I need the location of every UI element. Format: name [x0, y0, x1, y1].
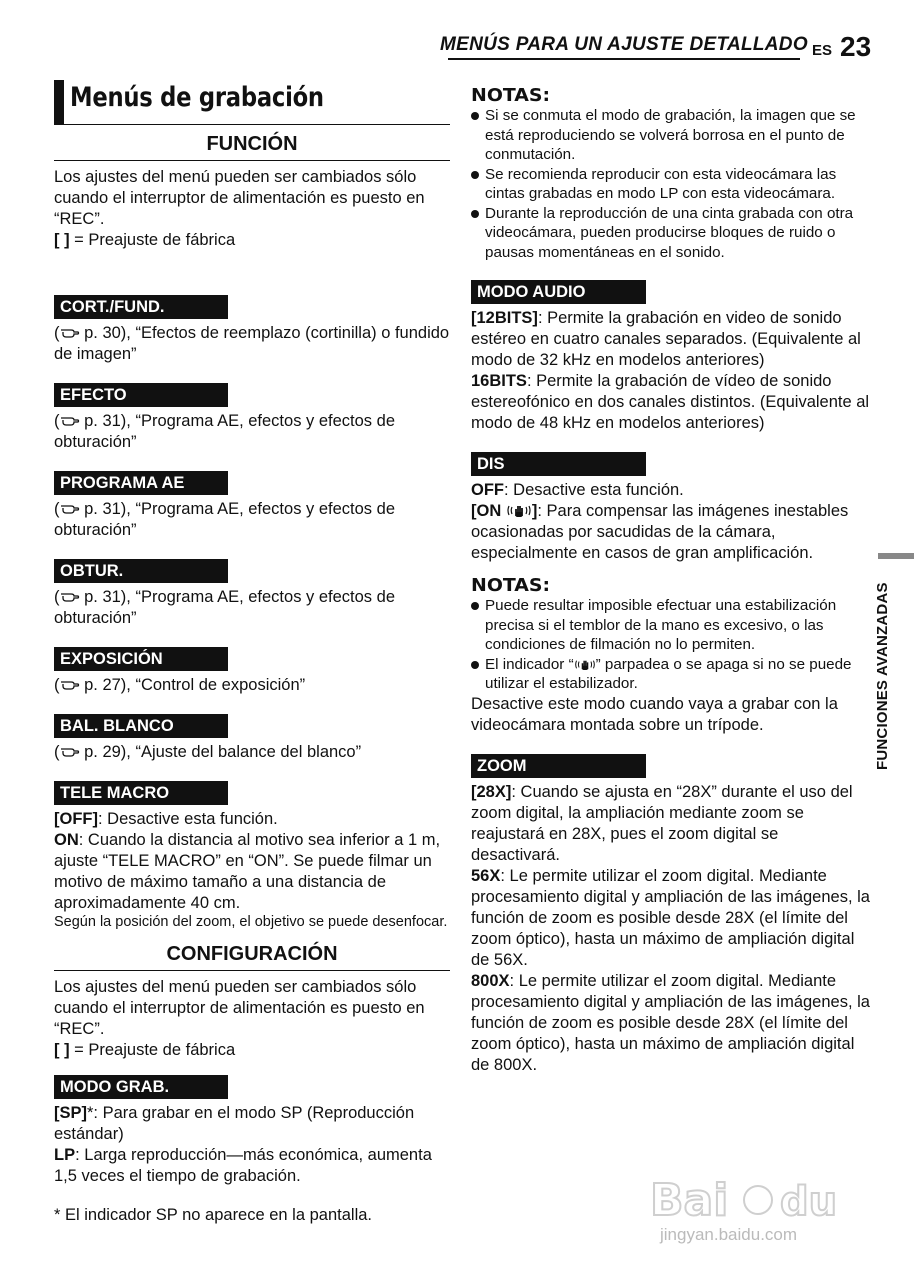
item-label: OBTUR. — [54, 559, 228, 583]
notas-heading: NOTAS: — [471, 85, 551, 106]
zoom-28x: [28X]: Cuando se ajusta en “28X” durante el uso del zoom digital, la ampliación mediante zoom se reajustará en 28X, pues el zoom digital se desactivará. — [471, 782, 853, 864]
page-number: 23 — [840, 31, 872, 62]
watermark-url: jingyan.baidu.com — [660, 1225, 798, 1244]
tele-macro-label: TELE MACRO — [54, 781, 228, 805]
pointing-hand-icon — [60, 745, 80, 758]
item-label: BAL. BLANCO — [54, 714, 228, 738]
side-tab-label: FUNCIONES AVANZADAS — [874, 582, 891, 770]
side-tab-marker — [878, 553, 914, 559]
svg-text:Bai: Bai — [650, 1175, 729, 1226]
funcion-item — [54, 273, 450, 365]
header-rule — [448, 58, 800, 60]
config-heading: CONFIGURACIÓN — [54, 935, 450, 971]
note-bullet: Se recomienda reproducir con esta videocámara las cintas grabadas en modo LP con esta videocámara. — [471, 165, 871, 204]
funcion-item — [54, 365, 450, 453]
preset-bracket: [ ] — [54, 231, 70, 249]
funcion-item — [54, 541, 450, 629]
item-label: EXPOSICIÓN — [54, 647, 228, 671]
config-intro: Los ajustes del menú pueden ser cambiados sólo cuando el interruptor de alimentación es puesto en “REC”. — [54, 978, 425, 1038]
running-header-title: MENÚS PARA UN AJUSTE DETALLADO — [440, 34, 808, 55]
item-ref: ( p. 30), “Efectos de reemplazo (cortinilla) o fundido de imagen” — [54, 324, 450, 363]
stabilizer-hand-icon — [574, 658, 596, 671]
pointing-hand-icon — [60, 414, 80, 427]
footnote: * El indicador SP no aparece en la pantalla. — [54, 1206, 372, 1224]
watermark-logo — [640, 1160, 880, 1260]
dis-label: DIS — [471, 452, 646, 476]
section-title — [54, 80, 450, 125]
pointing-hand-icon — [60, 326, 80, 339]
page-title: Menús de grabación — [70, 82, 324, 113]
zoom-label: ZOOM — [471, 754, 646, 778]
note-bullet: Si se conmuta el modo de grabación, la imagen que se está reproduciendo se volverá borrosa en el punto de conmutación. — [471, 106, 871, 165]
zoom-800x: 800X: Le permite utilizar el zoom digital. Mediante procesamiento digital y ampliación de las imágenes, la función de zoom es posible desde 28X (el límite del zoom óptico), hasta un máximo de ampliación digital de 800X. — [471, 971, 870, 1074]
pointing-hand-icon — [60, 678, 80, 691]
preset-text: = Preajuste de fábrica — [69, 231, 236, 249]
funcion-item — [54, 453, 450, 541]
tele-macro-note: Según la posición del zoom, el objetivo se puede desenfocar. — [54, 914, 448, 930]
right-column — [471, 86, 871, 1076]
item-ref: ( p. 31), “Programa AE, efectos y efectos de obturación” — [54, 500, 395, 539]
tele-macro-on: ON: Cuando la distancia al motivo sea inferior a 1 m, ajuste “TELE MACRO” en “ON”. Se puede filmar un motivo de máximo tamaño a una distancia de aproximadamente 40 cm. — [54, 831, 441, 912]
funcion-item — [54, 629, 450, 696]
note-bullet: El indicador “ ” parpadea o se apaga si no se puede utilizar el estabilizador. — [471, 655, 871, 694]
config-preset: [ ] = Preajuste de fábrica — [54, 1041, 236, 1059]
item-label: CORT./FUND. — [54, 295, 228, 319]
tele-macro-block — [54, 763, 450, 931]
modo-audio-block — [471, 262, 871, 434]
note-bullet: Durante la reproducción de una cinta grabada con otra videocámara, pueden producirse bloques de ruido o pausas momentáneas en el sonido. — [471, 204, 871, 263]
dis-off: OFF: Desactive esta función. — [471, 481, 684, 499]
modo-grab-block — [54, 1061, 450, 1187]
item-ref: ( p. 31), “Programa AE, efectos y efectos de obturación” — [54, 588, 395, 627]
item-ref: ( p. 29), “Ajuste del balance del blanco” — [54, 743, 362, 761]
left-column — [54, 80, 450, 1226]
svg-text:du: du — [780, 1179, 838, 1225]
dis-block — [471, 434, 871, 564]
funcion-heading: FUNCIÓN — [54, 125, 450, 161]
note-bullet: Puede resultar imposible efectuar una estabilización precisa si el temblor de la mano es excesivo, o las condiciones de filmación no lo permiten. — [471, 596, 871, 655]
funcion-item — [54, 696, 450, 763]
pointing-hand-icon — [60, 590, 80, 603]
language-code: ES — [812, 42, 833, 59]
title-bar — [54, 80, 64, 124]
item-ref: ( p. 27), “Control de exposición” — [54, 676, 306, 694]
modo-grab-lp: LP: Larga reproducción—más económica, aumenta 1,5 veces el tiempo de grabación. — [54, 1146, 432, 1185]
dis-on: [ON ]: Para compensar las imágenes inestables ocasionadas por sacudidas de la cámara, especialmente en casos de gran amplificación. — [471, 502, 849, 562]
modo-grab-sp: [SP]*: Para grabar en el modo SP (Reproducción estándar) — [54, 1104, 415, 1143]
item-label: EFECTO — [54, 383, 228, 407]
zoom-56x: 56X: Le permite utilizar el zoom digital. Mediante procesamiento digital y ampliación de las imágenes, la función de zoom es posible desde 28X (el límite del zoom óptico), hasta un máximo de ampliación digital de 56X. — [471, 866, 870, 969]
zoom-block — [471, 736, 871, 1076]
modo-audio-label: MODO AUDIO — [471, 280, 646, 304]
modo-grab-label: MODO GRAB. — [54, 1075, 228, 1099]
pointing-hand-icon — [60, 502, 80, 515]
tele-macro-off: [OFF]: Desactive esta función. — [54, 810, 278, 828]
stabilizer-hand-icon — [506, 503, 532, 518]
item-label: PROGRAMA AE — [54, 471, 228, 495]
tripod-note: Desactive este modo cuando vaya a grabar con la videocámara montada sobre un trípode. — [471, 694, 838, 734]
audio-16bits: 16BITS: Permite la grabación de vídeo de sonido estereofónico en dos canales distintos. (Equivalente al modo de 48 kHz en modelos anteriores) — [471, 372, 870, 432]
funcion-intro: Los ajustes del menú pueden ser cambiados sólo cuando el interruptor de alimentación es puesto en “REC”. — [54, 168, 425, 228]
item-ref: ( p. 31), “Programa AE, efectos y efectos de obturación” — [54, 412, 395, 451]
audio-12bits: [12BITS]: Permite la grabación en video de sonido estéreo en cuatro canales separados. (Equivalente al modo de 32 kHz en modelos anteriores) — [471, 309, 861, 369]
funcion-preset — [54, 230, 450, 251]
notas-heading-2: NOTAS: — [471, 575, 551, 596]
